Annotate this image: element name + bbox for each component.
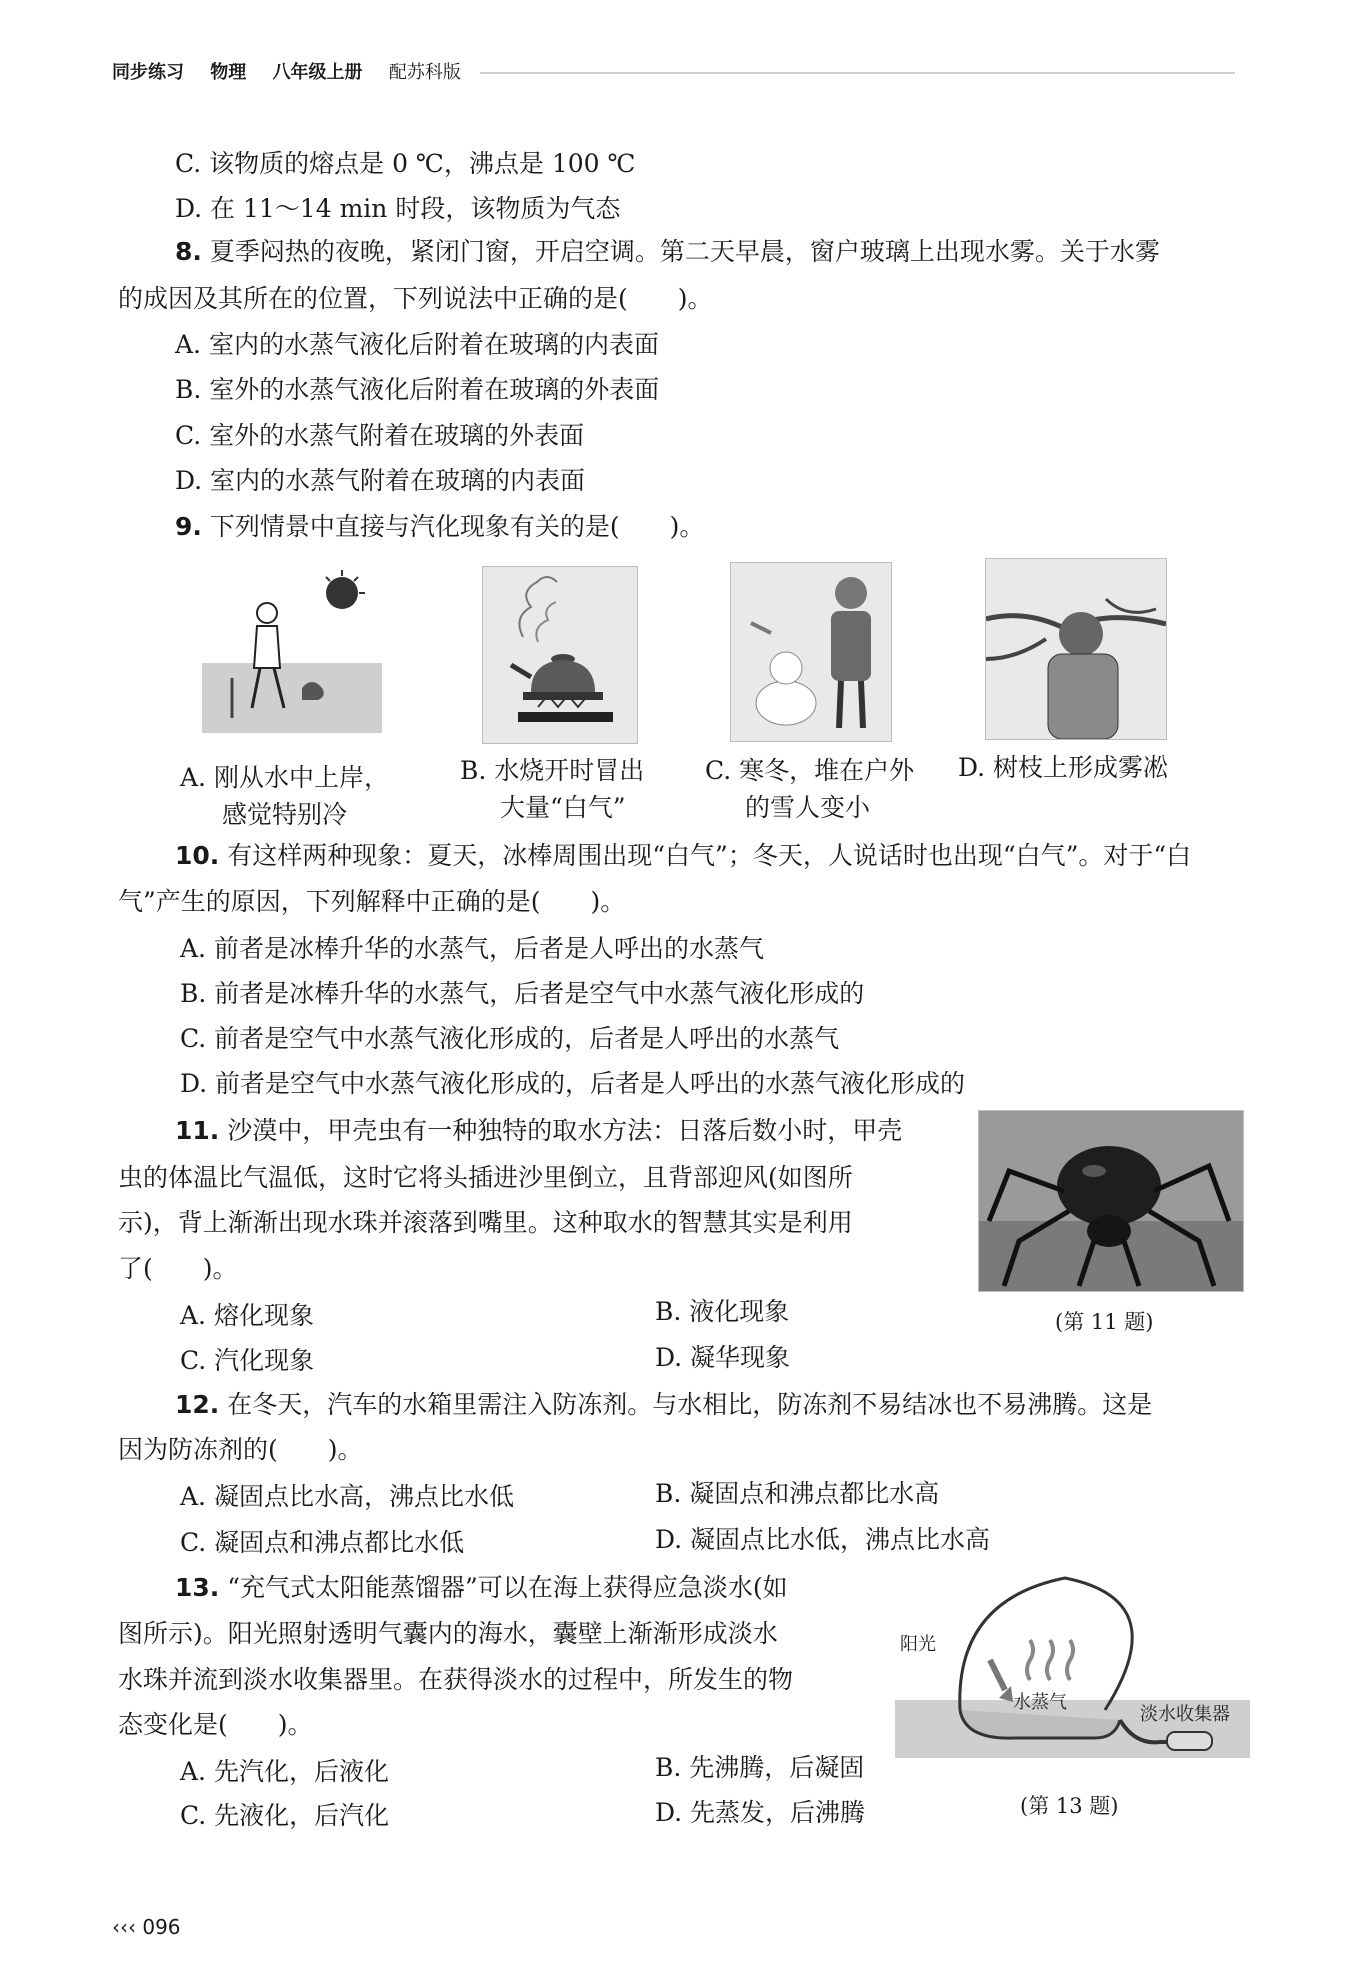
q7-option-c: C. 该物质的熔点是 0 ℃，沸点是 100 ℃ — [175, 149, 636, 178]
footer-arrows-icon: ‹‹‹ — [112, 1915, 136, 1939]
q9-image-a-swimmer — [202, 568, 382, 738]
q11-option-d: D. 凝华现象 — [655, 1343, 791, 1372]
q10-option-b: B. 前者是冰棒升华的水蒸气，后者是空气中水蒸气液化形成的 — [180, 979, 865, 1008]
page-footer — [112, 1915, 181, 1939]
q13-option-d: D. 先蒸发，后沸腾 — [655, 1798, 866, 1827]
q12-stem-line1: 12. 在冬天，汽车的水箱里需注入防冻剂。与水相比，防冻剂不易结冰也不易沸腾。这是 — [175, 1390, 1153, 1419]
q12-option-a: A. 凝固点比水高，沸点比水低 — [180, 1482, 514, 1511]
q13-stem-line4: 态变化是( )。 — [118, 1710, 313, 1739]
header-rule — [480, 72, 1235, 74]
q9-option-d: D. 树枝上形成雾凇 — [958, 753, 1169, 782]
q10-number: 10. — [175, 841, 220, 870]
q11-stem-line1: 11. 沙漠中，甲壳虫有一种独特的取水方法：日落后数小时，甲壳 — [175, 1116, 903, 1145]
q8-option-a: A. 室内的水蒸气液化后附着在玻璃的内表面 — [175, 330, 659, 359]
q12-option-c: C. 凝固点和沸点都比水低 — [180, 1528, 465, 1557]
q13-stem-line3: 水珠并流到淡水收集器里。在获得淡水的过程中，所发生的物 — [118, 1665, 794, 1694]
q8-option-b: B. 室外的水蒸气液化后附着在玻璃的外表面 — [175, 375, 660, 404]
q10-option-d: D. 前者是空气中水蒸气液化形成的，后者是人呼出的水蒸气液化形成的 — [180, 1069, 966, 1098]
q13-caption: (第 13 题) — [1020, 1794, 1119, 1818]
q12-option-b: B. 凝固点和沸点都比水高 — [655, 1479, 940, 1508]
q13-option-b: B. 先沸腾，后凝固 — [655, 1753, 865, 1782]
q13-stem-line1: 13. “充气式太阳能蒸馏器”可以在海上获得应急淡水(如 — [175, 1573, 788, 1602]
header-subject: 物理 — [210, 62, 247, 83]
q11-caption: (第 11 题) — [1055, 1310, 1154, 1334]
q13-option-a: A. 先汽化，后液化 — [180, 1757, 389, 1786]
q12-number: 12. — [175, 1390, 220, 1419]
q10-option-a: A. 前者是冰棒升华的水蒸气，后者是人呼出的水蒸气 — [180, 934, 764, 963]
q9-option-a-line1: A. 刚从水中上岸， — [180, 763, 389, 792]
q11-image-beetle — [978, 1110, 1244, 1292]
q13-number: 13. — [175, 1573, 220, 1602]
q9-image-b-kettle — [482, 566, 638, 744]
q10-stem-line1: 10. 有这样两种现象：夏天，冰棒周围出现“白气”；冬天，人说话时也出现“白气”。对于“白 — [175, 841, 1192, 870]
q9-image-d-rime — [985, 558, 1167, 740]
q11-stem-line3: 示)，背上渐渐出现水珠并滚落到嘴里。这种取水的智慧其实是利用 — [118, 1208, 853, 1237]
q9-stem: 9. 下列情景中直接与汽化现象有关的是( )。 — [175, 512, 705, 541]
header-grade: 八年级上册 — [272, 62, 363, 83]
q9-number: 9. — [175, 512, 202, 541]
q9-option-b-line2: 大量“白气” — [500, 793, 626, 822]
q9-option-b-line1: B. 水烧开时冒出 — [460, 756, 645, 785]
q9-option-c-line1: C. 寒冬，堆在户外 — [705, 756, 915, 785]
q7-option-d: D. 在 11～14 min 时段，该物质为气态 — [175, 194, 621, 223]
q8-option-d: D. 室内的水蒸气附着在玻璃的内表面 — [175, 466, 586, 495]
header-edition: 配苏科版 — [388, 62, 461, 83]
q11-number: 11. — [175, 1116, 220, 1145]
q11-stem-line2: 虫的体温比气温低，这时它将头插进沙里倒立，且背部迎风(如图所 — [118, 1163, 853, 1192]
page-number: 096 — [142, 1915, 181, 1939]
q8-stem-line1: 8. 夏季闷热的夜晚，紧闭门窗，开启空调。第二天早晨，窗户玻璃上出现水雾。关于水雾 — [175, 237, 1160, 266]
q11-option-a: A. 熔化现象 — [180, 1301, 314, 1330]
q11-option-c: C. 汽化现象 — [180, 1346, 315, 1375]
q9-option-a-line2: 感觉特别冷 — [222, 800, 348, 829]
q8-option-c: C. 室外的水蒸气附着在玻璃的外表面 — [175, 421, 585, 450]
page-header — [112, 58, 481, 84]
q13-image-solar-still — [895, 1570, 1250, 1780]
q13-label-vapor: 水蒸气 — [1013, 1692, 1067, 1713]
q11-stem-line4: 了( )。 — [118, 1254, 238, 1283]
q12-option-d: D. 凝固点比水低，沸点比水高 — [655, 1525, 991, 1554]
q8-stem-line2: 的成因及其所在的位置，下列说法中正确的是( )。 — [118, 284, 713, 313]
q12-stem-line2: 因为防冻剂的( )。 — [118, 1435, 363, 1464]
q10-stem-line2: 气”产生的原因，下列解释中正确的是( )。 — [118, 887, 626, 916]
q13-stem-line2: 图所示)。阳光照射透明气囊内的海水，囊壁上渐渐形成淡水 — [118, 1619, 778, 1648]
header-series: 同步练习 — [112, 62, 184, 83]
q9-option-c-line2: 的雪人变小 — [745, 793, 871, 822]
q13-label-collector: 淡水收集器 — [1140, 1704, 1230, 1725]
q13-label-sun: 阳光 — [900, 1634, 936, 1655]
q13-option-c: C. 先液化，后汽化 — [180, 1801, 390, 1830]
q9-image-c-snowman — [730, 562, 892, 742]
q11-option-b: B. 液化现象 — [655, 1297, 790, 1326]
q10-option-c: C. 前者是空气中水蒸气液化形成的，后者是人呼出的水蒸气 — [180, 1024, 840, 1053]
q8-number: 8. — [175, 237, 202, 266]
